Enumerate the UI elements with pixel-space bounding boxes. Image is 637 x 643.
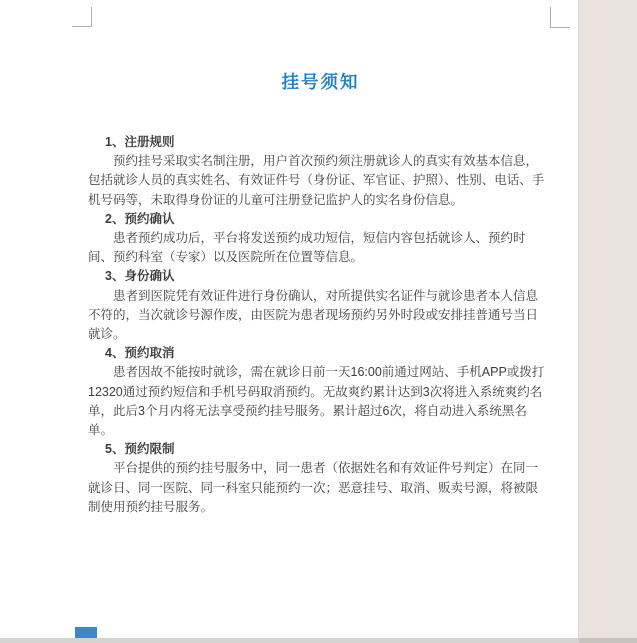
right-margin-strip	[578, 0, 637, 643]
section-body: 平台提供的预约挂号服务中，同一患者（依据姓名和有效证件号判定）在同一就诊日、同一医院、同一科室只能预约一次；恶意挂号、取消、贩卖号源，将被限制使用预约挂号服务。	[88, 461, 539, 514]
crop-mark-top-right	[550, 27, 570, 28]
notice-section	[88, 440, 548, 517]
notice-section	[88, 344, 548, 440]
notice-section	[88, 267, 548, 344]
section-heading: 1、注册规则	[105, 135, 175, 149]
notice-content	[88, 133, 548, 517]
bottom-bar-right	[579, 638, 637, 643]
notice-section	[88, 210, 548, 268]
section-heading: 2、预约确认	[105, 211, 175, 226]
section-heading: 3、身份确认	[105, 269, 175, 284]
section-body: 患者预约成功后，平台将发送预约成功短信，短信内容包括就诊人、预约时间、预约科室（专家）以及医院所在位置等信息。	[88, 231, 526, 265]
crop-mark-top-left	[91, 7, 92, 27]
bottom-bar	[0, 638, 579, 643]
section-heading: 4、预约取消	[105, 346, 175, 361]
section-body: 患者到医院凭有效证件进行身份确认，对所提供实名证件与就诊患者本人信息不符的，当次就诊号源作废，由医院为患者现场预约另外时段或安排挂普通号当日就诊。	[88, 288, 539, 342]
crop-mark-top-left	[72, 26, 92, 27]
section-body: 预约挂号采取实名制注册，用户首次预约须注册就诊人的真实有效基本信息，包括就诊人员的真实姓名、有效证件号（身份证、军官证、护照）、性别、电话、手机号码等，未取得身份证的儿童可注册登记监护人的实名身份信息。	[88, 154, 545, 207]
section-body: 患者因故不能按时就诊，需在就诊日前一天16:00前通过网站、手机APP或拨打12320通过预约短信和手机号码取消预约。无故爽约累计达到3次将进入系统爽约名单，此后3个月内将无法享受预约挂号服务。累计超过6次，将自动进入系统黑名单。	[88, 365, 545, 438]
crop-mark-top-right	[550, 7, 551, 28]
section-heading: 5、预约限制	[105, 442, 175, 457]
notice-section	[88, 133, 548, 210]
page-title: 挂号须知	[281, 72, 360, 92]
